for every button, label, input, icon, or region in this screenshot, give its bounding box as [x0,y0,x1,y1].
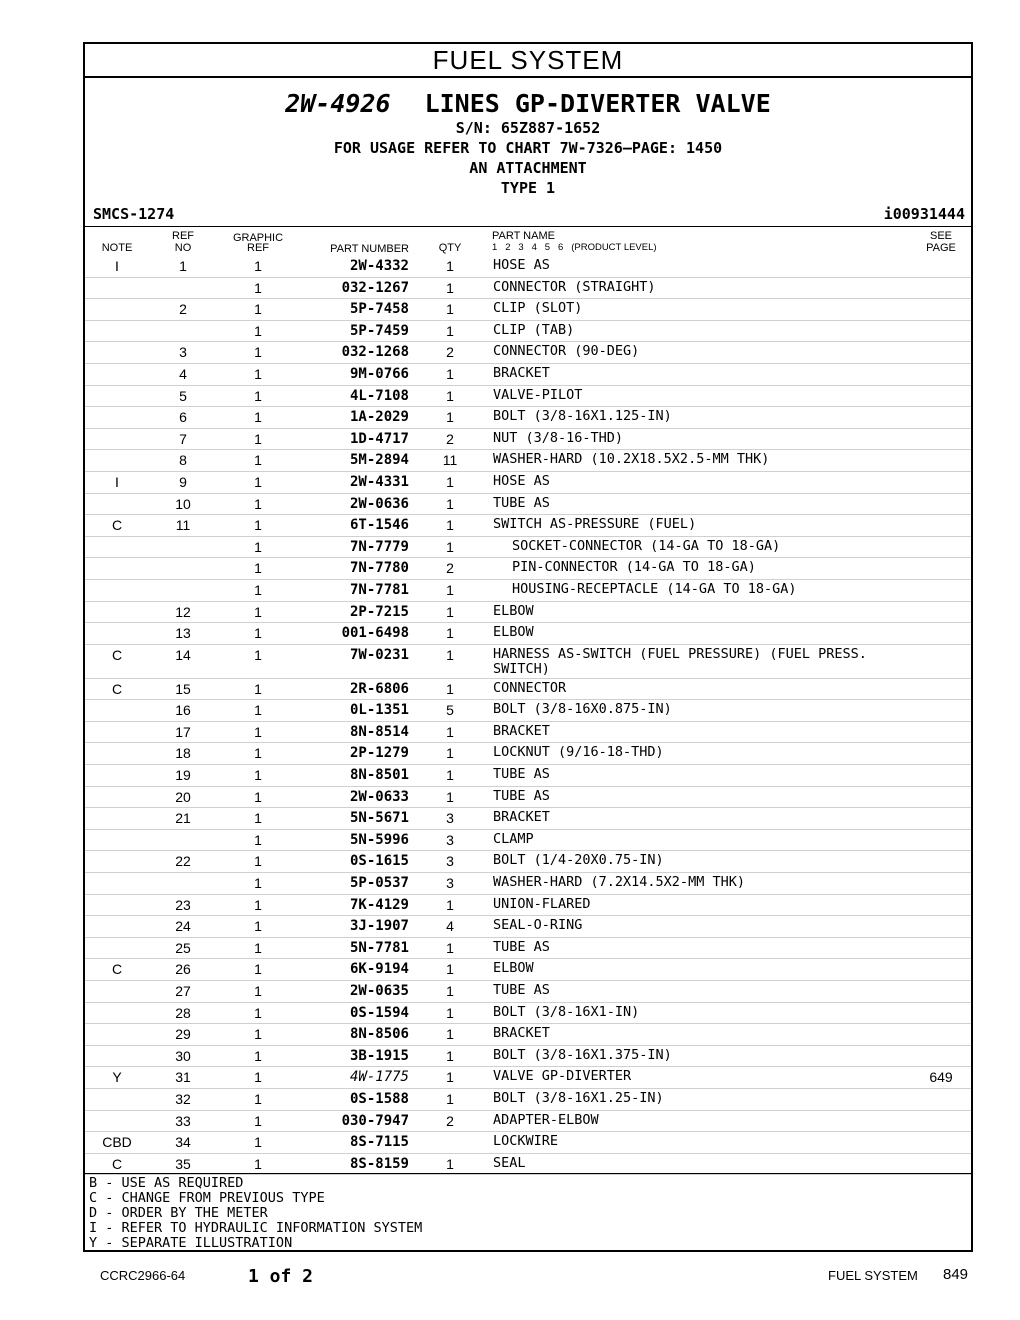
ref-no-cell: 35 [175,1155,191,1172]
ref-no-cell: 31 [175,1069,191,1086]
part-name-cell: PIN-CONNECTOR (14-GA TO 18-GA) [512,559,756,576]
qty-cell: 1 [446,603,454,620]
ref-no-cell: 2 [179,301,187,318]
part-number-cell: 5P-7458 [349,301,409,318]
graphic-ref-cell: 1 [254,387,262,404]
note-cell: C [111,517,123,534]
part-name-cell: TUBE AS [493,766,550,783]
col-ref-top: REF [172,230,194,242]
graphic-ref-cell: 1 [254,581,262,598]
table-row [85,299,971,321]
type-label: TYPE 1 [500,179,556,197]
part-name-cell: HOUSING-RECEPTACLE (14-GA TO 18-GA) [512,580,797,597]
graphic-ref-cell: 1 [254,538,262,555]
part-name-cell: HOSE AS [493,257,550,273]
qty-cell: 1 [446,387,454,404]
note-cell: I [115,473,119,490]
graphic-ref-cell: 1 [254,896,262,913]
graphic-ref-cell: 1 [254,767,262,784]
group-title: LINES GP-DIVERTER VALVE [424,89,771,118]
table-row [85,916,971,938]
table-row [85,722,971,744]
part-number-cell: 0S-1588 [349,1090,409,1107]
qty-cell: 1 [446,745,454,762]
ref-no-cell: 6 [179,409,187,426]
part-name-cell: TUBE AS [493,787,550,804]
part-name-cell: CONNECTOR [493,679,567,696]
ref-no-cell: 7 [179,430,187,447]
qty-cell: 1 [446,983,454,999]
graphic-ref-cell: 1 [254,322,262,339]
part-name-cell: ELBOW [493,624,534,641]
qty-cell: 1 [446,896,454,913]
part-number-cell: 8S-7115 [349,1134,409,1151]
qty-cell: 1 [446,625,454,642]
ref-no-cell: 32 [175,1090,191,1107]
ref-no-cell: 16 [175,702,191,719]
part-number-cell: 6T-1546 [349,517,409,534]
qty-cell: 2 [446,430,454,447]
qty-cell: 1 [446,1026,454,1043]
table-row [85,364,971,386]
legend-notes [89,1176,422,1251]
part-number-cell: 5M-2894 [349,452,409,469]
part-name-cell: ELBOW [493,602,534,619]
legend-note: B - USE AS REQUIRED [89,1175,244,1191]
part-name-cell: HOSE AS [493,472,550,489]
footer-page-number: 849 [943,1266,969,1283]
table-row [85,679,971,701]
part-name-cell: LOCKNUT (9/16-18-THD) [493,744,664,761]
serial-number: S/N: 65Z887-1652 [455,119,601,137]
ref-no-cell: 17 [175,723,191,740]
part-number-cell: 2R-6806 [349,680,409,697]
part-name-cell: BOLT (3/8-16X1.25-IN) [493,1089,664,1106]
qty-cell: 1 [446,723,454,740]
qty-cell: 1 [446,1004,454,1021]
table-row [85,537,971,559]
graphic-ref-cell: 1 [254,279,262,296]
legend-note: I - REFER TO HYDRAULIC INFORMATION SYSTEM [89,1220,423,1236]
attachment-label: AN ATTACHMENT [469,159,587,177]
part-name-cell: WASHER-HARD (7.2X14.5X2-MM THK) [493,874,745,891]
qty-cell: 3 [446,875,454,892]
part-number-cell: 7K-4129 [349,896,409,913]
graphic-ref-cell: 1 [254,495,262,512]
ref-no-cell: 18 [175,745,191,762]
table-row [85,256,971,278]
ref-no-cell: 23 [175,896,191,913]
table-row [85,743,971,765]
table-row [85,787,971,809]
table-row [85,851,971,873]
ref-no-cell: 21 [175,810,191,827]
graphic-ref-cell: 1 [254,702,262,719]
table-row [85,808,971,830]
table-row [85,830,971,852]
table-row [85,580,971,602]
column-headers [85,226,971,257]
ref-no-cell: 26 [175,961,191,978]
ref-no-cell: 24 [175,918,191,935]
qty-cell: 3 [446,853,454,870]
part-name-cell: BRACKET [493,364,550,381]
qty-cell: 1 [446,279,454,296]
part-name-cell: BOLT (3/8-16X1.125-IN) [493,408,672,425]
illustration-id: i00931444 [883,205,965,223]
qty-cell: 1 [446,646,454,663]
table-row [85,494,971,516]
part-name-cell: SEAL [493,1154,526,1171]
part-number-cell: 4W-1775 [349,1069,409,1086]
see-page-cell: 649 [929,1069,953,1086]
part-name-cell: BRACKET [493,809,550,826]
part-number-cell: 2W-4331 [349,473,409,490]
parts-table [85,256,971,1175]
part-name-cell: SWITCH AS-PRESSURE (FUEL) [493,516,697,533]
qty-cell: 2 [446,560,454,577]
part-name-cell: CONNECTOR (90-DEG) [493,343,640,360]
graphic-ref-cell: 1 [254,452,262,469]
qty-cell: 1 [446,939,454,956]
graphic-ref-cell: 1 [254,1069,262,1086]
table-row [85,623,971,645]
table-row [85,765,971,787]
graphic-ref-cell: 1 [254,344,262,361]
graphic-ref-cell: 1 [254,831,262,848]
table-row [85,386,971,408]
col-graphic-top: GRAPHIC [232,232,284,244]
table-row [85,645,971,679]
part-name-cell: TUBE AS [493,982,550,998]
qty-cell: 1 [446,1069,454,1086]
note-cell: C [111,680,123,697]
usage-reference: FOR USAGE REFER TO CHART 7W-7326—PAGE: 1450 [333,139,723,157]
part-number-cell: 8S-8159 [349,1155,409,1172]
part-number-cell: 9M-0766 [349,365,409,382]
qty-cell: 1 [446,365,454,382]
col-ref-bottom: NO [174,242,192,254]
graphic-ref-cell: 1 [254,810,262,827]
ref-no-cell: 34 [175,1134,191,1151]
parts-list-frame [83,42,973,1252]
part-name-cell: TUBE AS [493,938,550,955]
table-row [85,602,971,624]
ref-no-cell: 27 [175,983,191,999]
part-name-cell: CLAMP [493,830,534,847]
table-row [85,981,971,1003]
qty-cell: 1 [446,581,454,598]
table-row [85,959,971,981]
graphic-ref-cell: 1 [254,1155,262,1172]
graphic-ref-cell: 1 [254,409,262,426]
part-name-cell: LOCKWIRE [493,1133,559,1150]
graphic-ref-cell: 1 [254,745,262,762]
qty-cell: 3 [446,831,454,848]
part-name-cell: BRACKET [493,722,550,739]
table-row [85,472,971,494]
table-row [85,342,971,364]
qty-cell: 2 [446,344,454,361]
part-number-cell: 7N-7779 [349,538,409,555]
qty-cell: 11 [442,452,458,469]
qty-cell: 1 [446,517,454,534]
graphic-ref-cell: 1 [254,1134,262,1151]
table-row [85,321,971,343]
graphic-ref-cell: 1 [254,1090,262,1107]
ref-no-cell: 25 [175,939,191,956]
note-cell: Y [112,1069,122,1086]
qty-cell: 1 [446,495,454,512]
part-number-cell: 7W-0231 [349,646,409,663]
graphic-ref-cell: 1 [254,680,262,697]
table-row [85,1132,971,1154]
part-name-cell: TUBE AS [493,494,550,511]
table-row [85,515,971,537]
ref-no-cell: 28 [175,1004,191,1021]
part-number-cell: 2P-7215 [349,603,409,620]
part-number-cell: 2W-4332 [349,258,409,274]
ref-no-cell: 11 [175,517,191,534]
note-cell: C [111,646,123,663]
part-number-cell: 8N-8501 [349,767,409,784]
qty-cell: 3 [446,810,454,827]
graphic-ref-cell: 1 [254,365,262,382]
part-name-cell: CLIP (SLOT) [493,300,583,317]
graphic-ref-cell: 1 [254,603,262,620]
part-number-cell: 1D-4717 [349,430,409,447]
part-number-cell: 4L-7108 [349,387,409,404]
part-number-cell: 1A-2029 [349,409,409,426]
qty-cell: 5 [446,702,454,719]
part-number-cell: 2W-0633 [349,788,409,805]
col-note: NOTE [101,242,133,254]
ref-no-cell: 30 [175,1047,191,1064]
table-row [85,278,971,300]
graphic-ref-cell: 1 [254,875,262,892]
ref-no-cell: 13 [175,625,191,642]
qty-cell: 4 [446,918,454,935]
table-row [85,407,971,429]
table-row [85,429,971,451]
part-number-cell: 0S-1594 [349,1004,409,1021]
col-part-name: PART NAME [492,230,555,242]
qty-cell: 1 [446,301,454,318]
part-number-cell: 5P-7459 [349,322,409,339]
col-see-top: SEE [929,230,952,242]
legend-note: Y - SEPARATE ILLUSTRATION [89,1235,293,1251]
ref-no-cell: 3 [179,344,187,361]
part-number-cell: 0L-1351 [349,702,409,719]
ref-no-cell: 4 [179,365,187,382]
graphic-ref-cell: 1 [254,1112,262,1129]
note-cell: CBD [102,1134,132,1151]
ref-no-cell: 19 [175,767,191,784]
ref-no-cell: 8 [179,452,187,469]
qty-cell: 1 [446,767,454,784]
qty-cell: 1 [446,961,454,978]
col-qty: QTY [438,242,462,254]
part-number-cell: 2P-1279 [349,745,409,762]
part-number-cell: 5N-7781 [349,939,409,956]
part-name-cell: SEAL-O-RING [493,917,583,934]
ref-no-cell: 10 [175,495,191,512]
part-name-cell: VALVE GP-DIVERTER [493,1068,632,1085]
graphic-ref-cell: 1 [254,517,262,534]
part-number-cell: 030-7947 [341,1112,409,1129]
qty-cell: 1 [446,322,454,339]
part-number-cell: 3B-1915 [349,1047,409,1064]
part-number-cell: 6K-9194 [349,961,409,978]
footer-page-of: 1 of 2 [248,1266,314,1287]
ref-no-cell: 5 [179,387,187,404]
part-name-cell: CLIP (TAB) [493,321,575,338]
table-row [85,1067,971,1089]
graphic-ref-cell: 1 [254,1004,262,1021]
graphic-ref-cell: 1 [254,1026,262,1043]
group-part-number: 2W-4926 [285,89,391,118]
qty-cell: 1 [446,788,454,805]
part-number-cell: 032-1267 [341,279,409,296]
part-number-cell: 5N-5671 [349,810,409,827]
ref-no-cell: 14 [175,646,191,663]
col-graphic-bottom: REF [247,242,269,254]
table-row [85,895,971,917]
graphic-ref-cell: 1 [254,560,262,577]
legend-note: C - CHANGE FROM PREVIOUS TYPE [89,1190,325,1206]
part-name-cell: UNION-FLARED [493,895,591,912]
table-row [85,558,971,580]
section-title: FUEL SYSTEM [85,44,971,78]
qty-cell: 1 [446,1090,454,1107]
ref-no-cell: 33 [175,1112,191,1129]
part-number-cell: 8N-8506 [349,1026,409,1043]
graphic-ref-cell: 1 [254,1047,262,1064]
part-number-cell: 3J-1907 [349,918,409,935]
qty-cell: 1 [446,473,454,490]
qty-cell: 1 [446,1047,454,1064]
ref-no-cell: 15 [175,680,191,697]
note-cell: C [111,1155,123,1172]
graphic-ref-cell: 1 [254,473,262,490]
part-name-cell: ELBOW [493,960,534,977]
graphic-ref-cell: 1 [254,788,262,805]
note-cell: I [115,258,119,274]
graphic-ref-cell: 1 [254,939,262,956]
part-number-cell: 7N-7781 [349,581,409,598]
part-name-cell: BOLT (3/8-16X1-IN) [493,1003,640,1020]
ref-no-cell: 22 [175,853,191,870]
graphic-ref-cell: 1 [254,723,262,740]
table-row [85,1089,971,1111]
graphic-ref-cell: 1 [254,646,262,663]
graphic-ref-cell: 1 [254,301,262,318]
part-number-cell: 0S-1615 [349,853,409,870]
part-number-cell: 8N-8514 [349,723,409,740]
table-row [85,873,971,895]
qty-cell: 2 [446,1112,454,1129]
col-see-bottom: PAGE [926,242,956,254]
col-product-level: 1 2 3 4 5 6 (PRODUCT LEVEL) [492,242,657,253]
part-name-cell: BRACKET [493,1025,550,1042]
graphic-ref-cell: 1 [254,983,262,999]
col-part-number: PART NUMBER [330,243,409,255]
ref-no-cell: 9 [179,473,187,490]
qty-cell: 1 [446,538,454,555]
part-number-cell: 2W-0636 [349,495,409,512]
table-row [85,1111,971,1133]
note-cell: C [111,961,123,978]
part-number-cell: 5P-0537 [349,875,409,892]
table-row [85,1024,971,1046]
table-row [85,938,971,960]
part-number-cell: 032-1268 [341,344,409,361]
notes-divider [85,1173,971,1174]
table-row [85,1046,971,1068]
qty-cell: 1 [446,1155,454,1172]
part-name-cell: NUT (3/8-16-THD) [493,429,624,446]
part-number-cell: 5N-5996 [349,831,409,848]
ref-no-cell: 1 [179,258,187,274]
part-name-cell: BOLT (3/8-16X1.375-IN) [493,1046,672,1063]
graphic-ref-cell: 1 [254,430,262,447]
part-name-cell: VALVE-PILOT [493,386,583,403]
part-name-cell: HARNESS AS-SWITCH (FUEL PRESSURE) (FUEL PRESS. SWITCH) [493,645,867,677]
part-number-cell: 7N-7780 [349,560,409,577]
part-number-cell: 001-6498 [341,625,409,642]
graphic-ref-cell: 1 [254,918,262,935]
footer-section: FUEL SYSTEM [828,1268,918,1283]
group-header [85,90,971,198]
part-name-cell: WASHER-HARD (10.2X18.5X2.5-MM THK) [493,451,770,468]
qty-cell: 1 [446,680,454,697]
footer-code: CCRC2966-64 [100,1268,186,1283]
part-name-cell: BOLT (3/8-16X0.875-IN) [493,701,672,718]
group-title-line [85,90,971,118]
table-row [85,450,971,472]
graphic-ref-cell: 1 [254,853,262,870]
graphic-ref-cell: 1 [254,258,262,274]
part-name-cell: SOCKET-CONNECTOR (14-GA TO 18-GA) [512,537,781,554]
legend-note: D - ORDER BY THE METER [89,1205,268,1221]
qty-cell: 1 [446,258,454,274]
table-row [85,700,971,722]
part-name-cell: CONNECTOR (STRAIGHT) [493,278,656,295]
ref-no-cell: 12 [175,603,191,620]
graphic-ref-cell: 1 [254,961,262,978]
qty-cell: 1 [446,409,454,426]
table-row [85,1003,971,1025]
part-number-cell: 2W-0635 [349,983,409,999]
part-name-cell: BOLT (1/4-20X0.75-IN) [493,852,664,869]
ref-no-cell: 20 [175,788,191,805]
part-name-cell: ADAPTER-ELBOW [493,1111,599,1128]
graphic-ref-cell: 1 [254,625,262,642]
smcs-code: SMCS-1274 [93,205,175,223]
ref-no-cell: 29 [175,1026,191,1043]
